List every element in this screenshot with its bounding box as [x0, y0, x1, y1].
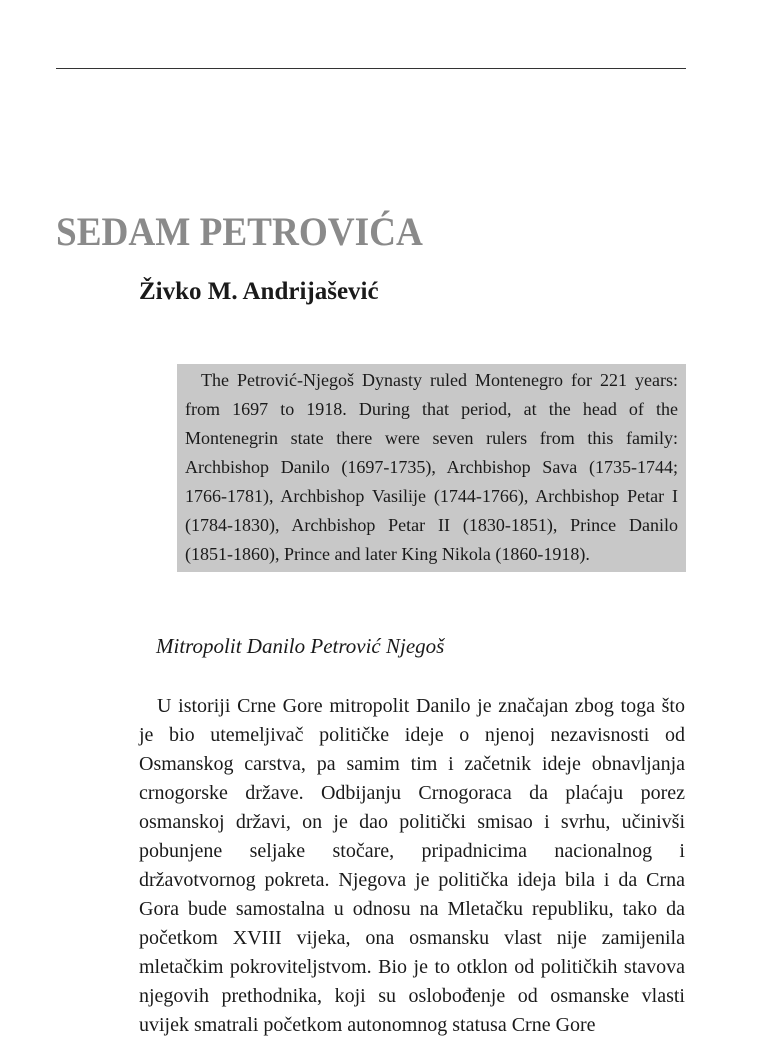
- header-rule: [56, 68, 686, 69]
- body-paragraph: U istoriji Crne Gore mitropolit Danilo je značajan zbog toga što je bio utemeljivač političke ideje o njenoj nezavisnosti od Osmanskog carstva, pa samim tim i začetnik ideje obnavljanja crnogorske države. Odbijanju Crnogoraca da plaćaju porez osmanskoj državi, on je dao politički smisao i svrhu, učinivši pobunjene seljake stočare, pripadnicima nacionalnog i državotvornog pokreta. Njegova je politička ideja bila i da Crna Gora bude samostalna u odnosu na Mletačku republiku, tako da početkom XVIII vijeka, ona osmansku vlast nije zamijenila mletačkim pokroviteljstvom. Bio je to otklon od političkih stavova njegovih prethodnika, koji su oslobođenje od osmanske vlasti uvijek smatrali početkom autonomnog statusa Crne Gore: [139, 695, 685, 1036]
- abstract-box: [177, 364, 686, 572]
- abstract-text: The Petrović-Njegoš Dynasty ruled Montenegro for 221 years: from 1697 to 1918. During that period, at the head of the Montenegrin state there were seven rulers from this family: Archbishop Danilo (1697-1735), Archbishop Sava (1735-1744; 1766-1781), Archbishop Vasilije (1744-1766), Archbishop Petar I (1784-1830), Archbishop Petar II (1830-1851), Prince Danilo (1851-1860), Prince and later King Nikola (1860-1918).: [185, 370, 678, 564]
- section-heading: Mitropolit Danilo Petrović Njegoš: [156, 634, 445, 658]
- chapter-title: SEDAM PETROVIĆA: [56, 209, 423, 254]
- author-name: Živko M. Andrijašević: [139, 278, 379, 305]
